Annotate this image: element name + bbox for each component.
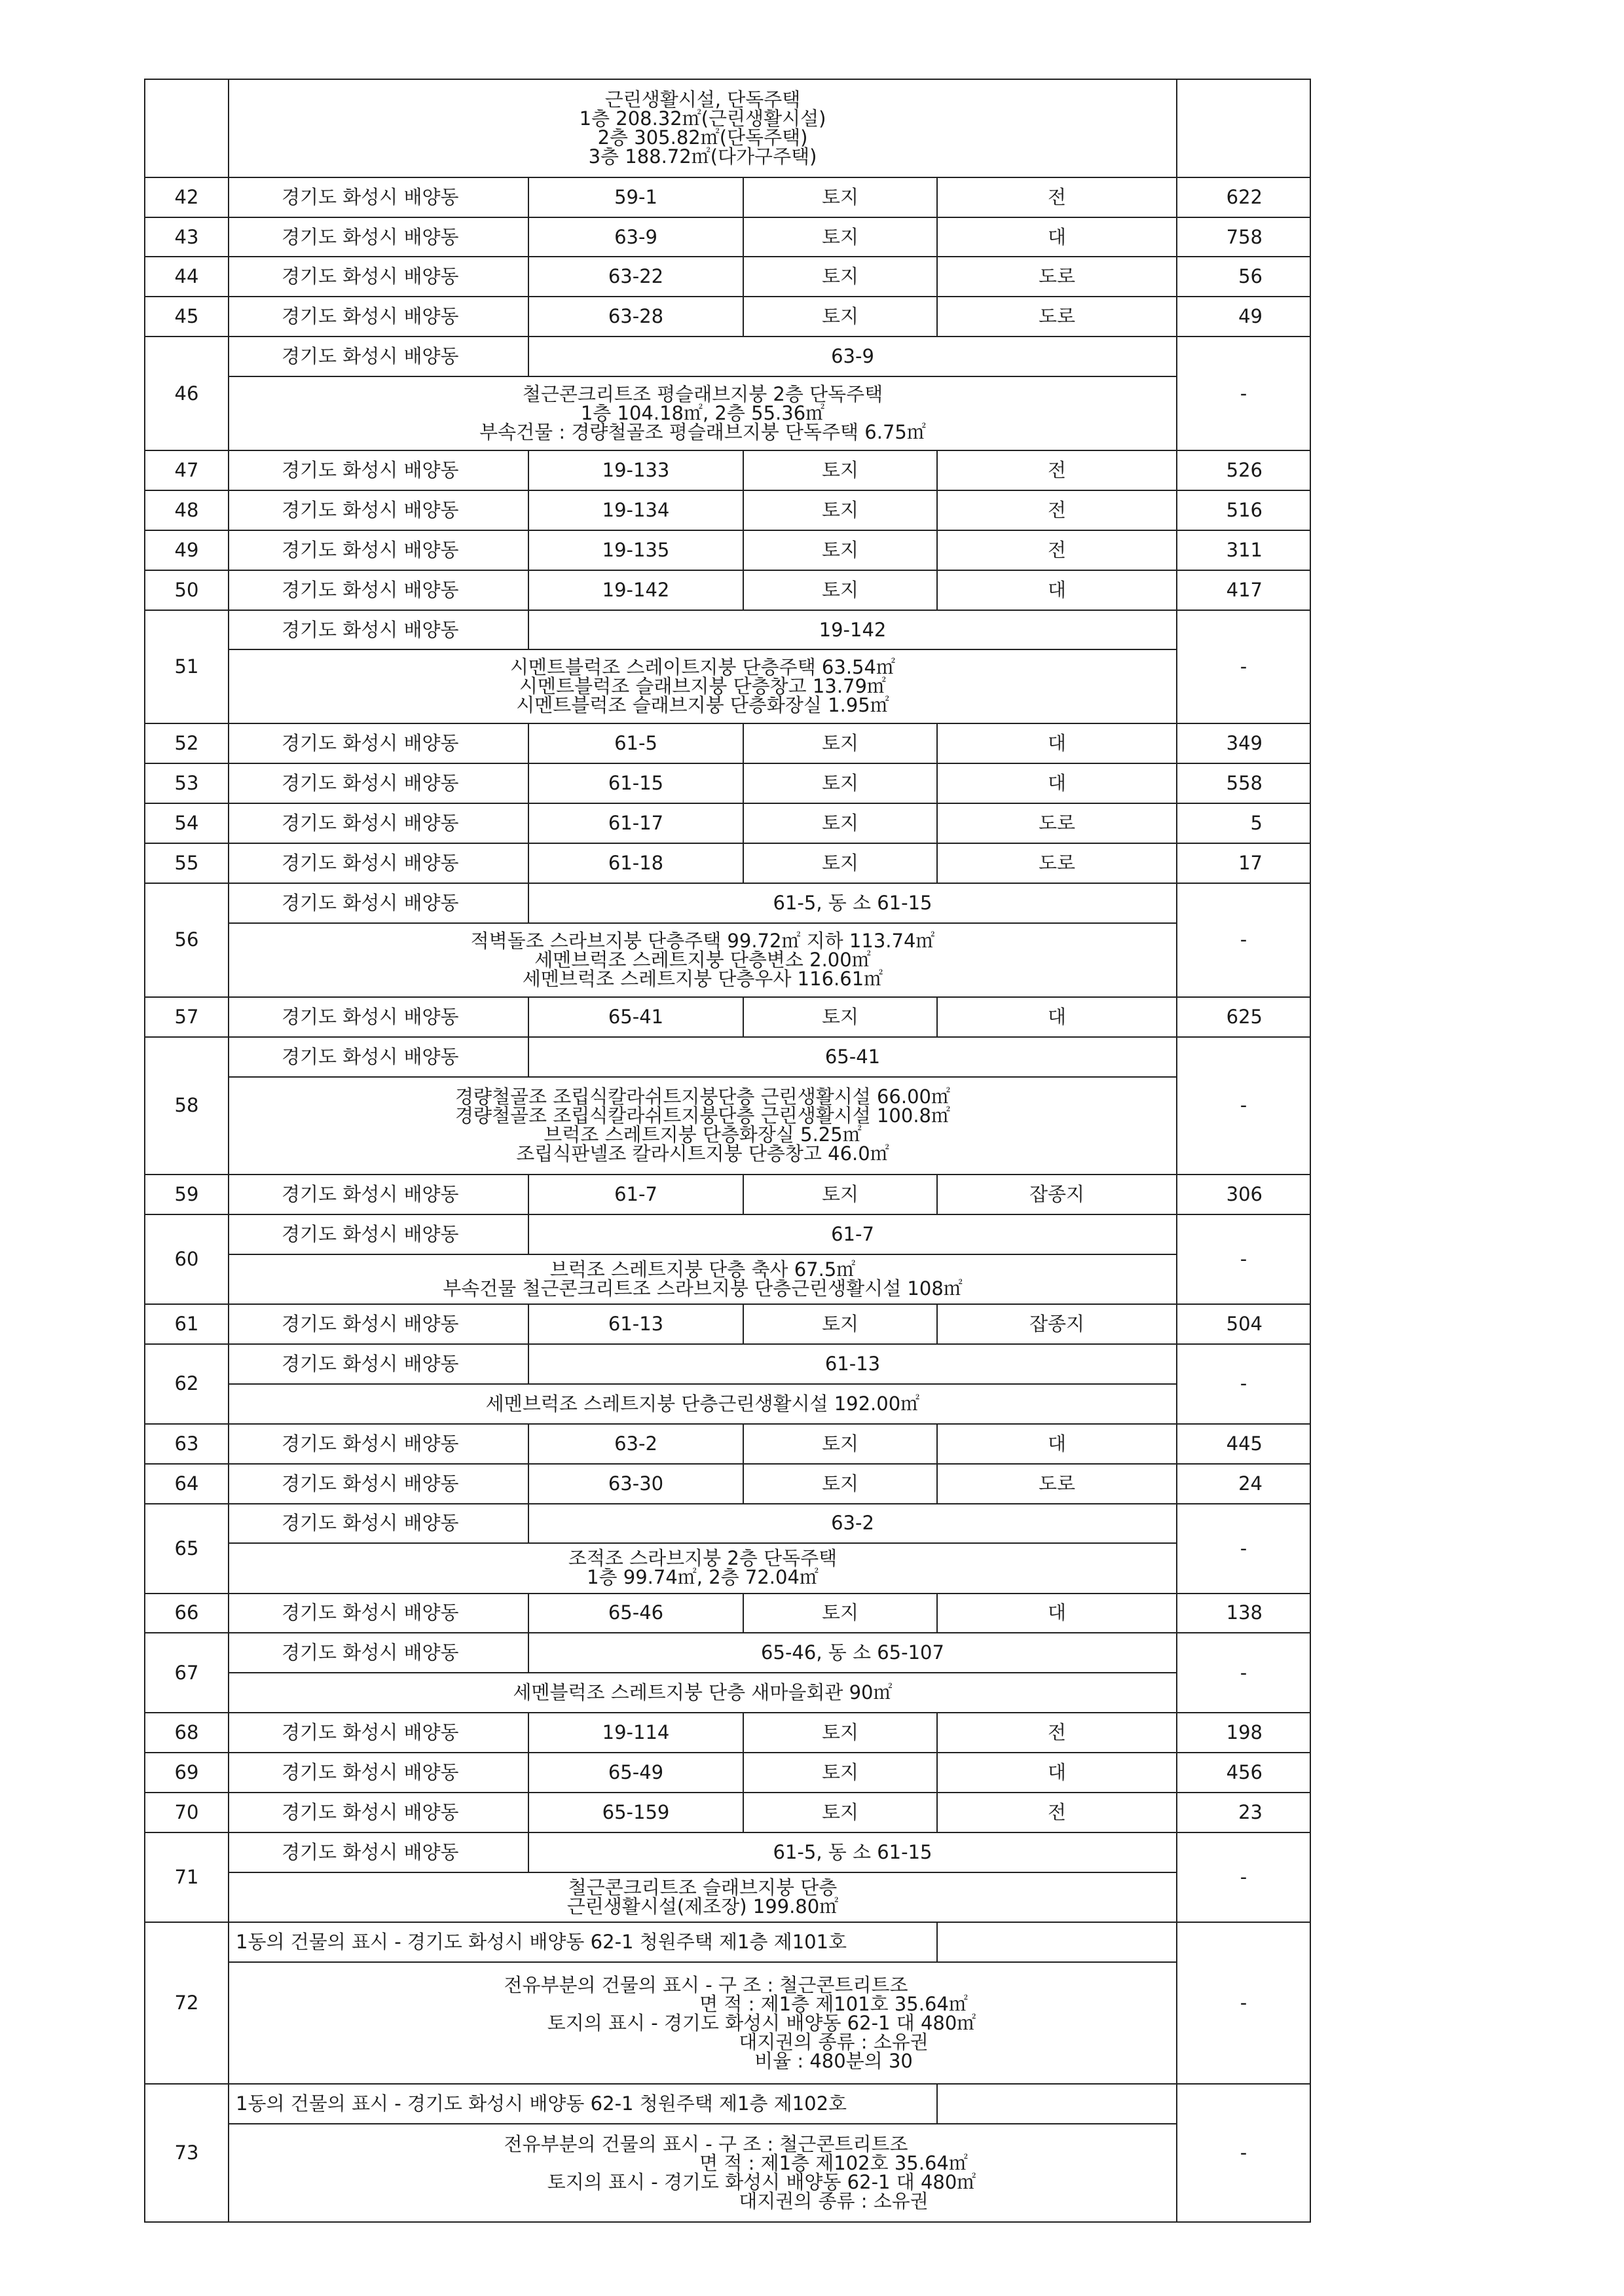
address-cell: 경기도 화성시 배양동	[229, 843, 528, 883]
table-row	[145, 1543, 1310, 1593]
row-number: 43	[145, 217, 229, 257]
address-cell: 경기도 화성시 배양동	[229, 297, 528, 337]
table-row	[145, 763, 1310, 803]
land-category-cell: 대	[937, 1594, 1177, 1633]
property-type-cell: 토지	[743, 1464, 937, 1504]
description-line: 1층 99.74㎡, 2층 72.04㎡	[587, 1566, 819, 1589]
table-row	[145, 1037, 1310, 1077]
row-number: 48	[145, 490, 229, 530]
property-type-cell: 토지	[743, 490, 937, 530]
property-type-cell: 토지	[743, 177, 937, 217]
area-cell: 23	[1177, 1793, 1310, 1832]
row-number: 44	[145, 257, 229, 297]
building-description	[229, 923, 1177, 997]
lot-number-cell: 61-7	[528, 1175, 743, 1214]
row-number: 69	[145, 1753, 229, 1793]
property-type-cell: 토지	[743, 1713, 937, 1753]
description-line: 전유부분의 건물의 표시 - 구 조 : 철근콘트리트조	[504, 2133, 908, 2156]
address-cell: 경기도 화성시 배양동	[229, 490, 528, 530]
description-line: 경량철골조 조립식칼라쉬트지붕단층 근린생활시설 66.00㎡	[455, 1085, 950, 1108]
table-row	[145, 1504, 1310, 1544]
address-cell: 경기도 화성시 배양동	[229, 1832, 528, 1872]
table-row	[145, 217, 1310, 257]
area-cell: -	[1177, 1832, 1310, 1922]
lot-number-cell: 61-15	[528, 763, 743, 803]
property-type-cell: 토지	[743, 1594, 937, 1633]
land-category-cell: 전	[937, 490, 1177, 530]
property-table	[144, 79, 1311, 2223]
building-description	[229, 1543, 1177, 1593]
row-number: 68	[145, 1713, 229, 1753]
land-category-cell: 대	[937, 723, 1177, 763]
land-category-cell: 전	[937, 530, 1177, 570]
property-type-cell: 토지	[743, 843, 937, 883]
unit-building-header: 1동의 건물의 표시 - 경기도 화성시 배양동 62-1 청원주택 제1층 제101호	[229, 1922, 937, 1962]
description-line: 비율 : 480분의 30	[754, 2049, 913, 2072]
row-number: 52	[145, 723, 229, 763]
address-cell: 경기도 화성시 배양동	[229, 1464, 528, 1504]
land-category-cell: 잡종지	[937, 1304, 1177, 1344]
blank-cell	[937, 2084, 1177, 2124]
row-number: 53	[145, 763, 229, 803]
row-number: 63	[145, 1424, 229, 1464]
property-type-cell: 토지	[743, 723, 937, 763]
address-cell: 경기도 화성시 배양동	[229, 1344, 528, 1384]
address-cell: 경기도 화성시 배양동	[229, 883, 528, 923]
property-type-cell: 토지	[743, 570, 937, 610]
area-cell: -	[1177, 1922, 1310, 2084]
table-row	[145, 1214, 1310, 1254]
property-type-cell: 토지	[743, 1175, 937, 1214]
row-number: 50	[145, 570, 229, 610]
land-category-cell: 대	[937, 570, 1177, 610]
table-row	[145, 843, 1310, 883]
table-row	[145, 1384, 1310, 1424]
table-row	[145, 923, 1310, 997]
land-category-cell: 도로	[937, 257, 1177, 297]
property-type-cell: 토지	[743, 1753, 937, 1793]
description-line: 시멘트블럭조 슬래브지붕 단층창고 13.79㎡	[519, 675, 886, 698]
area-cell: 5	[1177, 803, 1310, 843]
table-row	[145, 2124, 1310, 2222]
address-cell: 경기도 화성시 배양동	[229, 723, 528, 763]
row-number: 61	[145, 1304, 229, 1344]
lot-number-cell: 19-114	[528, 1713, 743, 1753]
table-row	[145, 1872, 1310, 1922]
description-line: 토지의 표시 - 경기도 화성시 배양동 62-1 대 480㎡	[547, 2171, 976, 2194]
area-cell: 504	[1177, 1304, 1310, 1344]
area-cell: 138	[1177, 1594, 1310, 1633]
area-cell: 445	[1177, 1424, 1310, 1464]
lot-number-cell: 65-159	[528, 1793, 743, 1832]
row-number: 59	[145, 1175, 229, 1214]
land-category-cell: 대	[937, 763, 1177, 803]
lot-number-cell: 61-5	[528, 723, 743, 763]
lot-number-cell: 61-17	[528, 803, 743, 843]
address-cell: 경기도 화성시 배양동	[229, 1037, 528, 1077]
area-cell: 417	[1177, 570, 1310, 610]
description-line: 전유부분의 건물의 표시 - 구 조 : 철근콘트리트조	[504, 1973, 908, 1996]
area-cell: -	[1177, 337, 1310, 450]
building-description	[229, 1077, 1177, 1175]
area-cell: 24	[1177, 1464, 1310, 1504]
lot-number-cell: 63-9	[528, 337, 1177, 376]
row-number: 47	[145, 450, 229, 490]
building-description	[229, 1384, 1177, 1424]
row-number: 46	[145, 337, 229, 450]
land-category-cell: 대	[937, 1424, 1177, 1464]
address-cell: 경기도 화성시 배양동	[229, 450, 528, 490]
description-line: 대지권의 종류 : 소유권	[739, 2030, 929, 2053]
lot-number-cell: 61-5, 동 소 61-15	[528, 883, 1177, 923]
row-number: 42	[145, 177, 229, 217]
table-row	[145, 1424, 1310, 1464]
lot-number-cell: 65-46	[528, 1594, 743, 1633]
area-cell: 526	[1177, 450, 1310, 490]
property-type-cell: 토지	[743, 803, 937, 843]
description-line: 조립식판넬조 칼라시트지붕 단층창고 46.0㎡	[516, 1142, 889, 1165]
description-line: 면 적 : 제1층 제102호 35.64㎡	[699, 2152, 968, 2175]
description-line: 세멘브럭조 스레트지붕 단층근린생활시설 192.00㎡	[485, 1392, 920, 1415]
lot-number-cell: 19-134	[528, 490, 743, 530]
table-row	[145, 79, 1310, 177]
table-row	[145, 1673, 1310, 1713]
address-cell: 경기도 화성시 배양동	[229, 610, 528, 650]
row-number: 73	[145, 2084, 229, 2222]
building-description	[229, 1872, 1177, 1922]
table-row	[145, 490, 1310, 530]
property-type-cell: 토지	[743, 997, 937, 1037]
lot-number-cell: 63-2	[528, 1504, 1177, 1544]
address-cell: 경기도 화성시 배양동	[229, 257, 528, 297]
row-number: 70	[145, 1793, 229, 1832]
description-line: 근린생활시설(제조장) 199.80㎡	[566, 1895, 839, 1918]
table-row	[145, 1713, 1310, 1753]
table-row	[145, 1464, 1310, 1504]
property-type-cell: 토지	[743, 297, 937, 337]
lot-number-cell: 63-30	[528, 1464, 743, 1504]
table-row	[145, 570, 1310, 610]
table-row	[145, 257, 1310, 297]
lot-number-cell: 61-18	[528, 843, 743, 883]
unit-description	[229, 1962, 1177, 2084]
description-line: 세멘브럭조 스레트지붕 단층우사 116.61㎡	[522, 967, 883, 990]
description-line: 토지의 표시 - 경기도 화성시 배양동 62-1 대 480㎡	[547, 2011, 976, 2034]
table-row	[145, 530, 1310, 570]
area-cell	[1177, 79, 1310, 177]
building-description	[229, 376, 1177, 450]
table-row	[145, 803, 1310, 843]
property-type-cell: 토지	[743, 530, 937, 570]
land-category-cell: 전	[937, 1793, 1177, 1832]
building-description	[229, 1254, 1177, 1304]
lot-number-cell: 19-142	[528, 570, 743, 610]
address-cell: 경기도 화성시 배양동	[229, 1594, 528, 1633]
row-number: 49	[145, 530, 229, 570]
table-row	[145, 2084, 1310, 2124]
property-type-cell: 토지	[743, 1424, 937, 1464]
address-cell: 경기도 화성시 배양동	[229, 1753, 528, 1793]
lot-number-cell: 65-49	[528, 1753, 743, 1793]
table-row	[145, 723, 1310, 763]
area-cell: 49	[1177, 297, 1310, 337]
row-number: 72	[145, 1922, 229, 2084]
property-type-cell: 토지	[743, 1793, 937, 1832]
row-number: 65	[145, 1504, 229, 1594]
address-cell: 경기도 화성시 배양동	[229, 1304, 528, 1344]
address-cell: 경기도 화성시 배양동	[229, 570, 528, 610]
area-cell: -	[1177, 1214, 1310, 1304]
table-row	[145, 450, 1310, 490]
row-number: 58	[145, 1037, 229, 1175]
land-category-cell: 도로	[937, 843, 1177, 883]
row-number: 60	[145, 1214, 229, 1304]
row-number: 54	[145, 803, 229, 843]
row-number: 45	[145, 297, 229, 337]
description-line: 철근콘크리트조 평슬래브지붕 2층 단독주택	[522, 383, 883, 406]
description-line: 조적조 스라브지붕 2층 단독주택	[568, 1547, 838, 1570]
area-cell: -	[1177, 1633, 1310, 1713]
land-category-cell: 도로	[937, 803, 1177, 843]
row-number	[145, 79, 229, 177]
row-number: 56	[145, 883, 229, 997]
description-line: 적벽돌조 스라브지붕 단층주택 99.72㎡ 지하 113.74㎡	[470, 929, 935, 952]
lot-number-cell: 61-7	[528, 1214, 1177, 1254]
property-table-body	[145, 79, 1310, 2222]
lot-number-cell: 65-41	[528, 997, 743, 1037]
table-row	[145, 1594, 1310, 1633]
row-number: 55	[145, 843, 229, 883]
description-line: 대지권의 종류 : 소유권	[739, 2190, 929, 2213]
area-cell: 622	[1177, 177, 1310, 217]
table-row	[145, 1753, 1310, 1793]
lot-number-cell: 59-1	[528, 177, 743, 217]
description-line: 부속건물 : 경량철골조 평슬래브지붕 단독주택 6.75㎡	[479, 421, 926, 444]
table-row	[145, 337, 1310, 376]
table-row	[145, 1175, 1310, 1214]
description-line: 3층 188.72㎡(다가구주택)	[588, 145, 817, 168]
address-cell: 경기도 화성시 배양동	[229, 177, 528, 217]
unit-description	[229, 2124, 1177, 2222]
address-cell: 경기도 화성시 배양동	[229, 1214, 528, 1254]
row-number: 62	[145, 1344, 229, 1424]
lot-number-cell: 19-142	[528, 610, 1177, 650]
table-row	[145, 1304, 1310, 1344]
description-line: 세멘블럭조 스레트지붕 단층 새마을회관 90㎡	[513, 1681, 893, 1704]
property-type-cell: 토지	[743, 450, 937, 490]
row-number: 57	[145, 997, 229, 1037]
description-line: 1층 104.18㎡, 2층 55.36㎡	[580, 402, 825, 425]
description-line: 2층 305.82㎡(단독주택)	[597, 126, 808, 149]
address-cell: 경기도 화성시 배양동	[229, 803, 528, 843]
lot-number-cell: 61-5, 동 소 61-15	[528, 1832, 1177, 1872]
description-line: 부속건물 철근콘크리트조 스라브지붕 단층근린생활시설 108㎡	[443, 1277, 963, 1300]
lot-number-cell: 19-133	[528, 450, 743, 490]
table-row	[145, 1832, 1310, 1872]
building-description	[229, 79, 1177, 177]
area-cell: 349	[1177, 723, 1310, 763]
lot-number-cell: 63-9	[528, 217, 743, 257]
table-row	[145, 297, 1310, 337]
land-category-cell: 대	[937, 217, 1177, 257]
table-row	[145, 883, 1310, 923]
property-type-cell: 토지	[743, 217, 937, 257]
table-row	[145, 1344, 1310, 1384]
area-cell: 516	[1177, 490, 1310, 530]
address-cell: 경기도 화성시 배양동	[229, 530, 528, 570]
area-cell: -	[1177, 610, 1310, 724]
table-row	[145, 1793, 1310, 1832]
table-row	[145, 1962, 1310, 2084]
area-cell: -	[1177, 1037, 1310, 1175]
lot-number-cell: 19-135	[528, 530, 743, 570]
area-cell: 625	[1177, 997, 1310, 1037]
land-category-cell: 도로	[937, 1464, 1177, 1504]
area-cell: 17	[1177, 843, 1310, 883]
land-category-cell: 대	[937, 1753, 1177, 1793]
description-line: 근린생활시설, 단독주택	[604, 88, 801, 111]
table-row	[145, 610, 1310, 650]
description-line: 철근콘크리트조 슬래브지붕 단층	[568, 1876, 838, 1899]
address-cell: 경기도 화성시 배양동	[229, 997, 528, 1037]
description-line: 시멘트블럭조 스레이트지붕 단층주택 63.54㎡	[510, 656, 895, 679]
area-cell: 311	[1177, 530, 1310, 570]
land-category-cell: 전	[937, 177, 1177, 217]
table-row	[145, 997, 1310, 1037]
description-line: 세멘브럭조 스레트지붕 단층변소 2.00㎡	[534, 948, 871, 971]
lot-number-cell: 63-2	[528, 1424, 743, 1464]
description-line: 브럭조 스레트지붕 단층 축사 67.5㎡	[549, 1258, 856, 1281]
property-type-cell: 토지	[743, 257, 937, 297]
area-cell: 456	[1177, 1753, 1310, 1793]
row-number: 67	[145, 1633, 229, 1713]
address-cell: 경기도 화성시 배양동	[229, 1504, 528, 1544]
description-line: 경량철골조 조립식칼라쉬트지붕단층 근린생활시설 100.8㎡	[455, 1104, 950, 1127]
table-row	[145, 1254, 1310, 1304]
lot-number-cell: 65-41	[528, 1037, 1177, 1077]
area-cell: 758	[1177, 217, 1310, 257]
table-row	[145, 649, 1310, 723]
land-category-cell: 잡종지	[937, 1175, 1177, 1214]
row-number: 71	[145, 1832, 229, 1922]
land-category-cell: 도로	[937, 297, 1177, 337]
description-line: 면 적 : 제1층 제101호 35.64㎡	[699, 1992, 968, 2015]
address-cell: 경기도 화성시 배양동	[229, 1633, 528, 1673]
table-row	[145, 1077, 1310, 1175]
property-type-cell: 토지	[743, 763, 937, 803]
building-description	[229, 649, 1177, 723]
lot-number-cell: 63-28	[528, 297, 743, 337]
building-description	[229, 1673, 1177, 1713]
address-cell: 경기도 화성시 배양동	[229, 1793, 528, 1832]
row-number: 64	[145, 1464, 229, 1504]
area-cell: -	[1177, 883, 1310, 997]
area-cell: 306	[1177, 1175, 1310, 1214]
area-cell: 198	[1177, 1713, 1310, 1753]
table-row	[145, 1633, 1310, 1673]
property-type-cell: 토지	[743, 1304, 937, 1344]
address-cell: 경기도 화성시 배양동	[229, 1713, 528, 1753]
address-cell: 경기도 화성시 배양동	[229, 217, 528, 257]
address-cell: 경기도 화성시 배양동	[229, 1424, 528, 1464]
address-cell: 경기도 화성시 배양동	[229, 1175, 528, 1214]
table-row	[145, 1922, 1310, 1962]
unit-building-header: 1동의 건물의 표시 - 경기도 화성시 배양동 62-1 청원주택 제1층 제102호	[229, 2084, 937, 2124]
area-cell: 56	[1177, 257, 1310, 297]
lot-number-cell: 65-46, 동 소 65-107	[528, 1633, 1177, 1673]
table-row	[145, 177, 1310, 217]
lot-number-cell: 61-13	[528, 1344, 1177, 1384]
address-cell: 경기도 화성시 배양동	[229, 763, 528, 803]
area-cell: -	[1177, 1344, 1310, 1424]
lot-number-cell: 61-13	[528, 1304, 743, 1344]
description-line: 브럭조 스레트지붕 단층화장실 5.25㎡	[544, 1123, 862, 1146]
address-cell: 경기도 화성시 배양동	[229, 337, 528, 376]
description-line: 시멘트블럭조 슬래브지붕 단층화장실 1.95㎡	[516, 694, 889, 717]
land-category-cell: 대	[937, 997, 1177, 1037]
area-cell: 558	[1177, 763, 1310, 803]
land-category-cell: 전	[937, 450, 1177, 490]
row-number: 66	[145, 1594, 229, 1633]
area-cell: -	[1177, 1504, 1310, 1594]
description-line: 1층 208.32㎡(근린생활시설)	[579, 107, 826, 130]
land-category-cell: 전	[937, 1713, 1177, 1753]
blank-cell	[937, 1922, 1177, 1962]
area-cell: -	[1177, 2084, 1310, 2222]
table-row	[145, 376, 1310, 450]
row-number: 51	[145, 610, 229, 724]
lot-number-cell: 63-22	[528, 257, 743, 297]
